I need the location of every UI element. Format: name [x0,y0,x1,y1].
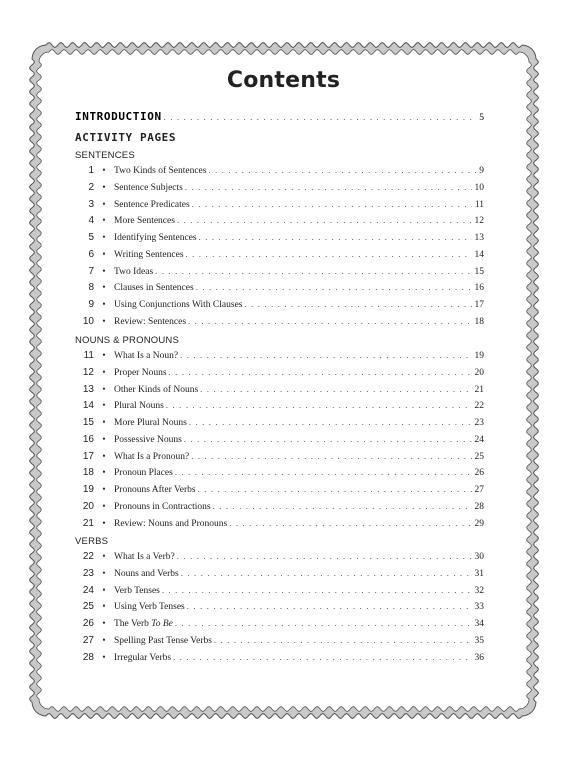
entry-label: Pronoun Places [114,468,173,479]
bullet-icon: • [102,215,106,226]
entry-number: 16 [82,433,94,445]
entry-number: 27 [82,634,94,646]
leader-dots [177,551,472,561]
entry-page: 13 [474,233,484,243]
leader-dots [189,417,472,427]
entry-page: 20 [474,367,484,378]
toc-entry[interactable] [72,249,484,263]
entry-number: 8 [88,282,94,294]
entry-page: 31 [474,568,484,579]
leader-dots [162,585,472,595]
entry-number: 3 [88,198,94,210]
leader-dots [192,199,472,209]
bullet-icon: • [102,181,106,192]
toc-entry[interactable] [72,232,484,246]
entry-page: 18 [474,316,484,327]
entry-label: More Sentences [114,216,175,227]
entry-page: 22 [474,401,484,412]
toc-entry[interactable] [72,384,484,398]
entry-number: 7 [88,265,94,277]
leader-dots [229,518,471,528]
toc-entry[interactable] [72,350,484,364]
entry-label: Identifying Sentences [114,233,197,243]
entry-number: 2 [88,181,94,193]
toc-entry[interactable] [72,434,484,448]
entry-page: 34 [474,619,484,629]
bullet-icon: • [102,517,106,528]
leader-dots [198,484,472,494]
toc-entry[interactable] [72,182,484,196]
bullet-icon: • [102,500,106,511]
entry-page: 36 [474,652,484,663]
entry-page: 14 [474,249,484,260]
toc-entry[interactable] [72,367,484,381]
toc-entry[interactable] [72,199,484,213]
leader-dots [208,165,476,175]
entry-number: 5 [88,232,94,243]
entry-page: 35 [474,635,484,646]
leader-dots [200,384,471,394]
toc-entry[interactable] [72,501,484,515]
entry-page: 26 [474,468,484,479]
entry-number: 12 [82,366,94,378]
entry-number: 10 [82,315,94,327]
bullet-icon: • [102,383,106,394]
bullet-icon: • [102,551,106,561]
bullet-icon: • [102,400,106,411]
bullet-icon: • [102,484,106,494]
bullet-icon: • [102,634,106,645]
leader-dots [196,282,472,292]
entry-label: Plural Nouns [114,401,164,412]
bullet-icon: • [102,450,106,461]
entry-label: Proper Nouns [114,367,167,378]
entry-number: 18 [82,467,94,479]
section-heading: VERBS [75,536,109,547]
entry-page: 24 [474,434,484,445]
entry-number: 24 [82,584,94,596]
toc-entry[interactable] [72,417,484,431]
bullet-icon: • [102,265,106,276]
toc-entry[interactable] [72,585,484,599]
toc-entry[interactable] [72,484,484,498]
entry-label: Irregular Verbs [114,652,172,663]
entry-label: What Is a Verb? [114,552,175,562]
leader-dots [213,501,472,511]
entry-page: 23 [474,418,484,428]
entry-number: 23 [82,567,94,579]
entry-page: 16 [474,283,484,294]
leader-dots [164,112,477,122]
entry-number: 22 [82,551,94,562]
bullet-icon: • [102,567,106,578]
leader-dots [180,350,471,360]
toc-entry[interactable] [72,618,484,632]
leader-dots [245,299,472,309]
toc-entry[interactable] [72,635,484,649]
entry-label: The Verb To Be [114,619,173,629]
entry-number: 11 [83,350,94,361]
entry-page: 11 [474,199,484,210]
toc-entry[interactable] [72,282,484,296]
entry-label: Verb Tenses [114,585,160,596]
entry-page: 27 [474,485,484,495]
entry-number: 4 [88,215,94,227]
intro-label: INTRODUCTION [75,110,162,123]
entry-label: Two Kinds of Sentences [114,166,207,176]
bullet-icon: • [102,417,106,427]
leader-dots [166,400,472,410]
entry-label: Nouns and Verbs [114,568,179,579]
toc-entry[interactable] [72,652,484,666]
entry-number: 25 [82,601,94,613]
entry-label: Using Conjunctions With Clauses [114,300,243,310]
leader-dots [181,568,472,578]
activity-pages-heading: ACTIVITY PAGES [75,131,177,144]
entry-label: Pronouns After Verbs [114,485,196,495]
entry-label: Using Verb Tenses [114,602,185,613]
toc-entry[interactable] [72,165,484,179]
entry-label-italic: To Be [151,619,173,629]
entry-label: Writing Sentences [114,249,184,260]
toc-entry[interactable] [72,551,484,565]
bullet-icon: • [102,467,106,478]
leader-dots [187,601,472,611]
entry-number: 14 [82,400,94,412]
bullet-icon: • [102,299,106,309]
bullet-icon: • [102,315,106,326]
toc-entry[interactable] [72,467,484,481]
toc-entry[interactable] [72,316,484,330]
leader-dots [175,467,472,477]
entry-label: Clauses in Sentences [114,283,194,294]
entry-label: Spelling Past Tense Verbs [114,635,212,646]
bullet-icon: • [102,618,106,628]
section-heading: NOUNS & PRONOUNS [75,335,180,346]
entry-number: 17 [82,450,94,462]
bullet-icon: • [102,232,106,242]
entry-page: 25 [474,451,484,462]
entry-number: 28 [82,651,94,663]
section-heading: SENTENCES [75,150,135,161]
entry-page: 32 [474,585,484,596]
leader-dots [214,635,472,645]
entry-number: 6 [88,248,94,260]
leader-dots [186,249,472,259]
bullet-icon: • [102,601,106,612]
entry-page: 28 [474,501,484,512]
entry-number: 19 [82,484,94,495]
entry-label: Two Ideas [114,266,154,277]
entry-label: Other Kinds of Nouns [114,384,199,395]
leader-dots [188,316,471,326]
leader-dots [173,652,471,662]
bullet-icon: • [102,165,106,175]
entry-label: What Is a Noun? [114,351,179,361]
entry-label: More Plural Nouns [114,418,187,428]
page-title: Contents [226,68,341,93]
toc-intro-row[interactable] [75,110,484,123]
entry-page: 33 [474,602,484,613]
leader-dots [177,215,472,225]
leader-dots [175,618,472,628]
entry-number: 13 [82,383,94,395]
entry-number: 26 [82,618,94,629]
entry-page: 21 [474,384,484,395]
entry-page: 29 [474,518,484,529]
leader-dots [155,266,471,276]
entry-label: Review: Nouns and Pronouns [114,518,228,529]
bullet-icon: • [102,282,106,293]
intro-page: 5 [479,113,484,123]
leader-dots [199,232,472,242]
toc-entry[interactable] [72,451,484,465]
entry-number: 9 [88,299,94,310]
entry-page: 10 [474,182,484,193]
entry-page: 12 [474,216,484,227]
toc-entry[interactable] [72,518,484,532]
entry-page: 17 [474,300,484,310]
entry-page: 19 [474,351,484,361]
entry-label: Review: Sentences [114,316,187,327]
entry-page: 15 [474,266,484,277]
toc-entry[interactable] [72,266,484,280]
entry-page: 9 [479,166,484,176]
leader-dots [191,451,471,461]
bullet-icon: • [102,366,106,377]
entry-number: 15 [82,417,94,428]
toc-entry[interactable] [72,299,484,313]
entry-label: What Is a Pronoun? [114,451,190,462]
entry-page: 30 [474,552,484,562]
entry-number: 21 [82,517,94,529]
entry-number: 20 [82,500,94,512]
bullet-icon: • [102,433,106,444]
entry-number: 1 [88,165,94,176]
entry-label: Pronouns in Contractions [114,501,211,512]
leader-dots [169,367,472,377]
entry-label: Sentence Predicates [114,199,190,210]
entry-label: Possessive Nouns [114,434,182,445]
toc-entry[interactable] [72,568,484,582]
leader-dots [184,434,472,444]
toc-entry[interactable] [72,400,484,414]
bullet-icon: • [102,651,106,662]
toc-entry[interactable] [72,601,484,615]
bullet-icon: • [102,584,106,595]
bullet-icon: • [102,198,106,209]
bullet-icon: • [102,248,106,259]
bullet-icon: • [102,350,106,360]
entry-label: Sentence Subjects [114,182,183,193]
leader-dots [185,182,472,192]
toc-entry[interactable] [72,215,484,229]
